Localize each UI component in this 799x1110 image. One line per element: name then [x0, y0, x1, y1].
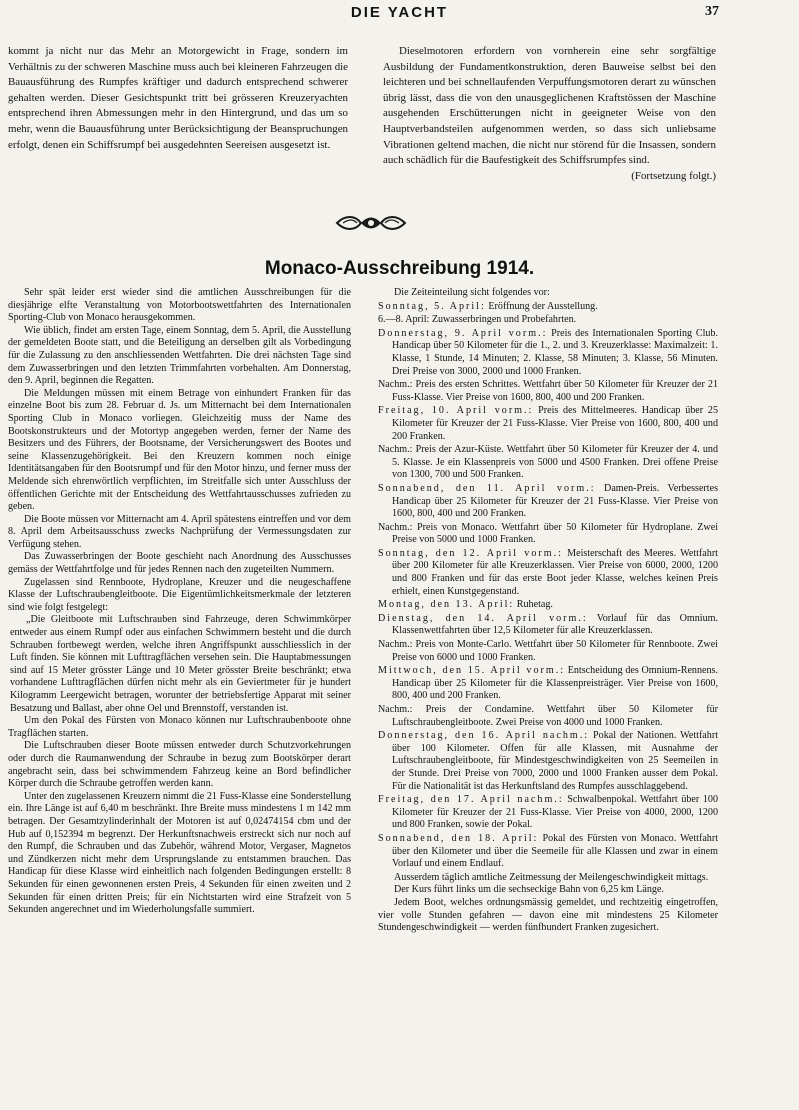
schedule-entry-text: Pokal der Nationen. Wettfahrt über 100 Kilometer. Offen für alle Klassen, mit Ausnahme der Luftschraubengleitboote, für Mindestgeschwindigkeiten von 25 Seemeilen in der Stunde. Drei Preise von 7000, 2000 und 1000 Franken ausser dem Pokal. Für die Nationalität ist das Herkunftsland des Rumpfes ausschlaggebend.: [392, 730, 719, 792]
schedule-entry-day: Freitag, den 17. April nachm.:: [378, 794, 564, 806]
article-paragraph: Die Boote müssen vor Mitternacht am 4. April spätestens eintreffen und vor dem 8. April dem Arbeitsausschuss zwecks Nachprüfung der Vermessungsdaten zur Verfügung stehen.: [8, 513, 351, 550]
schedule-entry: [378, 833, 718, 871]
article-paragraph: Die Meldungen müssen mit einem Betrage von einhundert Franken für das einzelne Boot bis zum 28. Februar d. Js. um Mitternacht bei dem Internationalen Sporting Club in Monaco vorliegen. Gleichzeitig muss der Name des Bootskonstrukteurs und der Motortyp angegeben werden, ferner der Name des Besitzers und des Führers, der Bootsname, der Versicherungswert des Bootes und seine Klassenzugehörigkeit. Bei den Kreuzern kommen noch einige Identitätsangaben für den Bootsrumpf und für den Motor hinzu, und ferner muss der Meldende sich ehrenwörtlich verpflichten, im Streitfalle sich unter Ausschluss der öffentlichen Gerichte mit der Entscheidung des Wettfahrtausschusses zufrieden zu geben.: [8, 387, 351, 513]
schedule-entry-day: Donnerstag, 9. April vorm.:: [378, 327, 548, 339]
schedule-entry-day: Nachm.:: [378, 444, 413, 456]
schedule-entry: [378, 665, 718, 703]
page-number: 37: [705, 4, 719, 19]
schedule-list: [378, 301, 718, 871]
schedule-entry-text: Schwalbenpokal. Wettfahrt über 100 Kilometer für Kreuzer der 21 Fuss-Klasse. Vier Preise von 4000, 2000, 1200 und 800 Franken, sowie der Pokal.: [392, 794, 718, 831]
schedule-entry-text: Preis der Condamine. Wettfahrt über 50 Kilometer für Luftschraubengleitboote. Zwei Preise von 4000 und 1000 Franken.: [392, 704, 718, 728]
schedule-entry: [378, 599, 718, 612]
article-paragraph: Der Kurs führt links um die sechseckige Bahn von 6,25 km Länge.: [394, 884, 664, 896]
schedule-entry-text: Vorlauf für das Omnium. Klassenwettfahrten über 12,5 Kilometer für alle Kreuzerklassen.: [392, 612, 719, 637]
schedule-entry: [378, 522, 718, 547]
article-paragraph: Wie üblich, findet am ersten Tage, einem Sonntag, dem 5. April, die Ausstellung der gemeldeten Boote statt, und die Beteiligung an derselben gilt als Vorbedingung für die Zulassung zu den anschliessenden Wettfahrten. Die drei nächsten Tage sind dem Zuwasserbringen und den letzten Trimmfahrten vorbehalten. Am Donnerstag, den 9. April, beginnen die Regatten.: [8, 324, 351, 387]
continued-note: (Fortsetzung folgt.): [631, 169, 716, 182]
schedule-entry-text: Damen-Preis. Verbessertes Handicap über 25 Kilometer für Kreuzer der 21 Fuss-Klasse. Vier Preise von 1600, 800, 400 und 200 Franken.: [392, 482, 719, 520]
schedule-entry-day: Sonnabend, den 18. April:: [378, 832, 539, 844]
schedule-entry: [378, 314, 718, 327]
article-paragraph: Die Luftschrauben dieser Boote müssen entweder durch Schutzvorkehrungen oder durch die Raumanwendung der Schraube in bezug zum Bootskörper derart angebracht sein, dass bei schwimmendem Fahrzeug keine an Bord befindlicher Körper durch die Schraube getroffen werden kann.: [8, 740, 351, 790]
schedule-entry-day: Sonnabend, den 11. April vorm.:: [378, 482, 596, 494]
continued-paragraph: kommt ja nicht nur das Mehr an Motorgewicht in Frage, sondern im Verhältnis zu der schweren Maschine muss auch bei kleineren Fahrzeugen die Bauausführung des Rumpfes kräftiger und dadurch entsprechend schwerer gehalten werden. Dieser Gesichtspunkt tritt bei grösseren Kreuzeryachten entsprechend ihren Abmessungen mehr in den Hintergrund, und das um so mehr, wenn die Bauausführung unter Berücksichtigung der Beanspruchungen erfolgt, denen ein Schiffsrumpf bei ausgedehnten Seereisen ausgesetzt ist.: [8, 45, 348, 151]
diesel-paragraph: Dieselmotoren erfordern von vornherein eine sehr sorgfältige Ausbildung der Fundamentkonstruktion, deren Bauweise selbst bei den leichteren und bei schnellaufenden Verpuffungsmotoren derart zu wünschen übrig lässt, dass die von den unausgeglichenen Kraftstössen der Maschine ausgehenden Erschütterungen nicht in geeigneter Weise von den Hauptverbandsteilen aufgenommen werden, so dass sich unliebsame Vibrationen geltend machen, die nicht nur störend für die Insassen, sondern auch schädlich für die Baufestigkeit des Schiffsrumpfes sind.: [383, 45, 716, 167]
schedule-entry-text: Pokal des Fürsten von Monaco. Wettfahrt über den Kilometer und über die Seemeile für alle Klassen und zwar in einem Vorlauf und einem Endlauf.: [392, 832, 719, 870]
schedule-entry-day: Nachm.:: [378, 521, 413, 533]
schedule-entry-day: Nachm.:: [378, 639, 413, 651]
schedule-entry-day: Donnerstag, den 16. April nachm.:: [378, 730, 590, 742]
schedule-intro: Die Zeiteinteilung sicht folgendes vor:: [394, 287, 550, 298]
article-paragraph: Um den Pokal des Fürsten von Monaco können nur Luftschraubenboote ohne Tragflächen starten.: [8, 715, 351, 739]
schedule-entry-text: Preis des Internationalen Sporting Club. Handicap über 50 Kilometer für die 1., 2. und 3. Kreuzerklasse: Maximalzeit: 1. Klasse, 1 Stunde, 14 Minuten; 2. Klasse, 58 Minuten; 3. Klasse, 56 Minuten. Drei Preise von 3000, 2000 und 1000 Franken.: [392, 327, 718, 377]
schedule-entry-text: Preis des Mittelmeeres. Handicap über 25 Kilometer für Kreuzer der 21 Fuss-Klasse. Vier Preise von 1600, 800, 400 und 200 Franken.: [392, 405, 718, 442]
schedule-entry-text: Entscheidung des Omnium-Rennens. Handicap über 25 Kilometer für die Klassenpreisträger. Vier Preise von 1600, 800, 400 und 200 Franken.: [392, 665, 718, 702]
article-paragraph: Jedem Boot, welches ordnungsmässig gemeldet, und rechtzeitig eingetroffen, vier volle Stunden gefahren — davon eine mit mindestens 25 Kilometer Stundengeschwindigkeit — werden fünfhundert Franken zugesichert.: [378, 896, 718, 934]
schedule-entry-day: Nachm.:: [378, 704, 413, 715]
schedule-entry: [378, 613, 718, 638]
article-paragraph: Unter den zugelassenen Kreuzern nimmt die 21 Fuss-Klasse eine Sonderstellung ein. Ihre Länge ist auf 6,40 m beschränkt. Ihre Breite muss mindestens 1 m 142 mm betragen. Der Gesamtzylinderinhalt der Motoren ist auf 0,02474154 cbm und der Hub auf 0,152394 m begrenzt. Der Herkunftsnachweis erstreckt sich nur noch auf den Rumpf, die Schrauben und das Zubehör, während Motor, Vergaser, Magnetos und Zündkerzen nicht mehr dem Ursprungslande zu entstammen brauchen. Das Handicap für diese Klasse wird einheitlich nach folgenden Bedingungen erstellt: 8 Sekunden für einen gewonnenen ersten Preis, 4 Sekunden für einen zweiten und 2 Sekunden für einen dritten Preis; für ein Nichtstarten wird eine Strafzeit von 5 Sekunden angerechnet und im Wiederholungsfalle summiert.: [8, 790, 351, 916]
schedule-entry-day: 6.—8. April:: [378, 314, 430, 326]
schedule-entry-text: Meisterschaft des Meeres. Wettfahrt über 200 Kilometer für alle Kreuzerklassen. Vier Preise von 6000, 2000, 1200 und 800 Franken und für das erste Boot jeder Klasse, welches keinen Preis erhielt, einen Kunstgegenstand.: [392, 547, 718, 597]
schedule-entry-text: Ruhetag.: [516, 599, 553, 611]
schedule-entry-day: Nachm.:: [378, 379, 413, 391]
schedule-entry: [378, 794, 718, 832]
schedule-entry-text: Preis der Azur-Küste. Wettfahrt über 50 Kilometer für Kreuzer der 4. und 5. Klasse. Je ein Klassenpreis von 5000 und 4500 Franken. Drei offene Preise von 1300, 700 und 500 Franken.: [392, 444, 718, 481]
schedule-entry-day: Freitag, 10. April vorm.:: [378, 405, 534, 417]
article-title: Monaco-Ausschreibung 1914.: [264, 258, 535, 279]
article-left-column: [8, 287, 351, 917]
schedule-entry: [378, 444, 718, 482]
schedule-entry-day: Sonntag, 5. April:: [378, 300, 486, 312]
schedule-entry-day: Mittwoch, den 15. April vorm.:: [378, 665, 566, 677]
schedule-entry: [378, 483, 718, 521]
schedule-entry: [378, 548, 718, 598]
schedule-entry: [378, 379, 718, 404]
schedule-entry: [378, 301, 718, 314]
schedule-entry-text: Preis des ersten Schrittes. Wettfahrt über 50 Kilometer für Kreuzer der 21 Fuss-Klasse. Vier Preise von 1600, 800, 400 und 200 Franken.: [392, 379, 718, 403]
article-paragraph: Sehr spät leider erst wieder sind die amtlichen Ausschreibungen für die diesjährige elfte Veranstaltung von Motorbootswettfahrten des Internationalen Sporting-Club von Monaco herausgekommen.: [8, 287, 351, 324]
schedule-entry: [378, 405, 718, 443]
schedule-entry-day: Dienstag, den 14. April vorm.:: [378, 612, 588, 624]
top-right-column: [383, 44, 716, 184]
article-paragraph: Ausserdem täglich amtliche Zeitmessung der Meilengeschwindigkeit mittags.: [394, 871, 709, 883]
schedule-entry-day: Sonntag, den 12. April vorm.:: [378, 547, 563, 559]
running-title: DIE YACHT: [350, 4, 449, 21]
top-left-column: [8, 44, 348, 153]
article-quote-paragraph: „Die Gleitboote mit Luftschrauben sind Fahrzeuge, deren Schwimmkörper entweder aus einem Rumpf oder aus einfachen Schwimmern besteht und die durch Schrauben fortbewegt werden, welche ihren Angriffspunkt ausschliesslich in der Luft finden. Sie können mit Lufttragflächen versehen sein. Die Hauptabmessungen sind auf 15 Meter grösster Länge und 10 Meter grösster Breite beschränkt; etwa vorhandene Lufttragflächen dürfen nicht mehr als ein Geviertmeter für je hundert Kilogramm Leergewicht betragen, worunter der betriebsfertige Apparat mit seiner Besatzung und Ballast, aber ohne Oel und Brennstoff, verstanden ist.: [10, 614, 351, 714]
schedule-entry: [378, 730, 718, 793]
schedule-entry-text: Zuwasserbringen und Probefahrten.: [431, 314, 577, 326]
article-paragraph: Zugelassen sind Rennboote, Hydroplane, Kreuzer und die neugeschaffene Klasse der Luftschraubengleitboote. Die Eigentümlichkeitsmerkmale der letzteren sind wie folgt festgelegt:: [8, 576, 351, 613]
schedule-entry-text: Eröffnung der Ausstellung.: [488, 300, 598, 312]
schedule-entry-day: Montag, den 13. April:: [378, 599, 515, 611]
schedule-entry-text: Preis von Monte-Carlo. Wettfahrt über 50 Kilometer für Rennboote. Zwei Preise von 6000 und 1000 Franken.: [392, 639, 718, 663]
article-right-column: [378, 287, 718, 935]
page-header: [0, 2, 799, 24]
article-paragraph: Das Zuwasserbringen der Boote geschieht nach Anordnung des Ausschusses gemäss der Wettfahrtfolge und für jedes Rennen nach den zugeteilten Nummern.: [8, 551, 351, 576]
schedule-entry: [378, 328, 718, 378]
schedule-entry: [378, 704, 718, 729]
schedule-entry-text: Preis von Monaco. Wettfahrt über 50 Kilometer für Hydroplane. Zwei Preise von 5000 und 1000 Franken.: [392, 521, 718, 546]
schedule-entry: [378, 639, 718, 664]
decorative-vignette-icon: [335, 214, 407, 232]
